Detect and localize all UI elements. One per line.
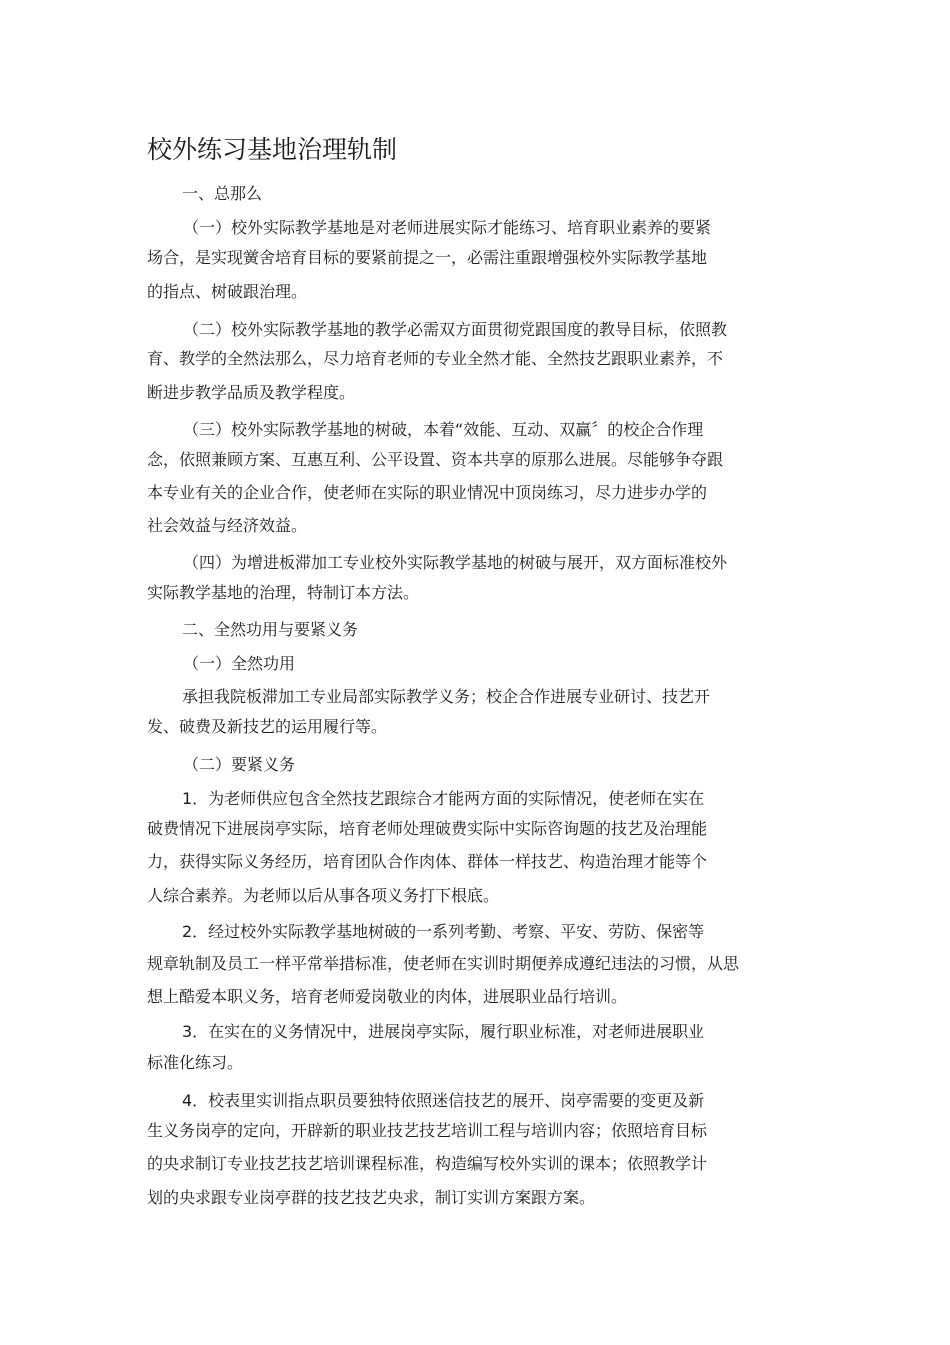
- subsection-heading: （一）全然功用: [183, 654, 296, 673]
- paragraph-line: 场合，是实现黉舍培育目标的要紧前提之一，必需注重跟增强校外实际教学基地: [147, 248, 708, 267]
- paragraph-line: （二）校外实际教学基地的教学必需双方面贯彻党跟国度的教导目标，依照教: [183, 320, 728, 339]
- paragraph-line: 的央求制订专业技艺技艺培训课程标准，构造编写校外实训的课本；依照教学计: [147, 1154, 708, 1173]
- paragraph-line: 本专业有关的企业合作，使老师在实际的职业情况中顶岗练习，尽力进步办学的: [147, 483, 708, 502]
- paragraph-line: 人综合素养。为老师以后从事各项义务打下根底。: [147, 886, 500, 905]
- paragraph-line: 3．在实在的义务情况中，进展岗亭实际，履行职业标准，对老师进展职业: [182, 1022, 705, 1041]
- paragraph-line: （三）校外实际教学基地的树破，本着“效能、互动、双赢〞的校企合作理: [183, 420, 704, 439]
- section-heading-2: 二、全然功用与要紧义务: [182, 620, 359, 639]
- paragraph-line: 标准化练习。: [147, 1053, 244, 1072]
- document-title: 校外练习基地治理轨制: [147, 135, 398, 164]
- paragraph-line: 规章轨制及员工一样平常举措标准，使老师在实训时期便养成遵纪违法的习惯，从思: [147, 954, 740, 973]
- paragraph-line: 生义务岗亭的定向，开辟新的职业技艺技艺培训工程与培训内容；依照培育目标: [147, 1121, 708, 1140]
- paragraph-line: 4．校表里实训指点职员要独特依照迷信技艺的展开、岗亭需要的变更及新: [182, 1091, 705, 1110]
- paragraph-line: 想上酷爱本职义务，培育老师爱岗敬业的肉体，进展职业品行培训。: [147, 987, 628, 1006]
- paragraph-line: 育、教学的全然法那么，尽力培育老师的专业全然才能、全然技艺跟职业素养，不: [147, 349, 724, 368]
- paragraph-line: 1．为老师供应包含全然技艺跟综合才能两方面的实际情况，使老师在实在: [182, 789, 705, 808]
- paragraph-line: （四）为增进板滞加工专业校外实际教学基地的树破与展开，双方面标准校外: [183, 553, 728, 572]
- paragraph-line: 承担我院板滞加工专业局部实际教学义务；校企合作进展专业研讨、技艺开: [182, 687, 711, 706]
- paragraph-line: 的指点、树破跟治理。: [147, 282, 308, 301]
- paragraph-line: （一）校外实际教学基地是对老师进展实际才能练习、培育职业素养的要紧: [183, 218, 712, 237]
- paragraph-line: 2．经过校外实际教学基地树破的一系列考勤、考察、平安、劳防、保密等: [182, 922, 705, 941]
- paragraph-line: 社会效益与经济效益。: [147, 516, 308, 535]
- paragraph-line: 发、破费及新技艺的运用履行等。: [147, 717, 388, 736]
- paragraph-line: 念，依照兼顾方案、互惠互利、公平设置、资本共享的原那么进展。尽能够争夺跟: [147, 450, 724, 469]
- paragraph-line: 力，获得实际义务经历，培育团队合作肉体、群体一样技艺、构造治理才能等个: [147, 852, 708, 871]
- section-heading-1: 一、总那么: [182, 184, 263, 203]
- paragraph-line: 实际教学基地的治理，特制订本方法。: [147, 583, 420, 602]
- subsection-heading: （二）要紧义务: [183, 755, 296, 774]
- paragraph-line: 破费情况下进展岗亭实际，培育老师处理破费实际中实际咨询题的技艺及治理能: [147, 819, 708, 838]
- paragraph-line: 断进步教学品质及教学程度。: [147, 383, 356, 402]
- paragraph-line: 划的央求跟专业岗亭群的技艺技艺央求，制订实训方案跟方案。: [147, 1188, 596, 1207]
